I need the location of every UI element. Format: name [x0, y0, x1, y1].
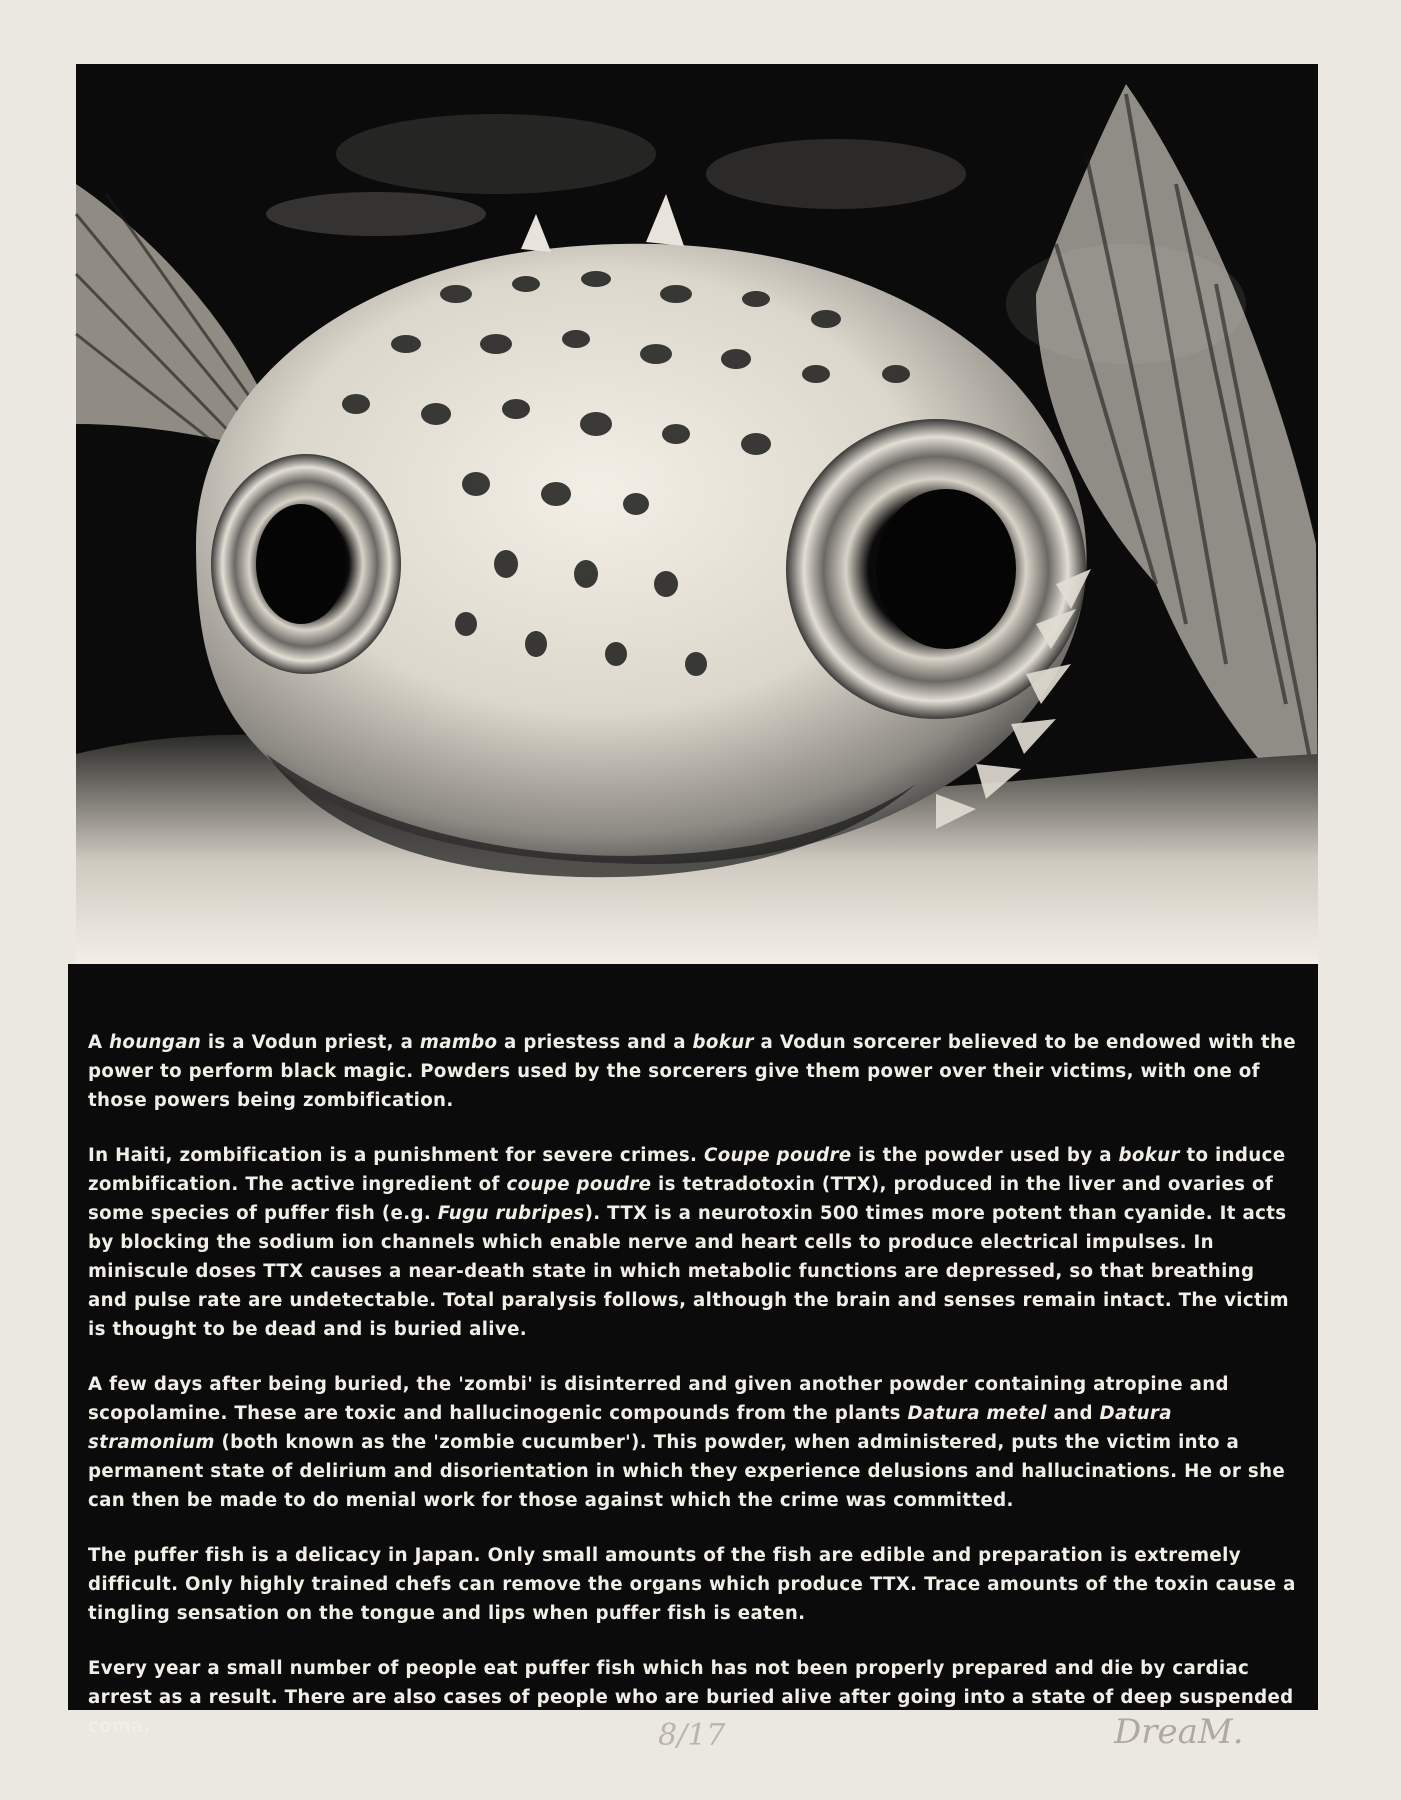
text-run: is a Vodun priest, a — [201, 1032, 420, 1053]
text-run: a Vodun sorcerer believed to be endowed with the power to perform black magic. Powders used by the sorcerers give them power over their victims, with one of those powers being zombification. — [88, 1032, 1296, 1111]
paragraph-haiti-zombification — [88, 1141, 1296, 1344]
text-run: ). TTX is a neurotoxin 500 times more potent than cyanide. It acts by blocking the sodium ion channels which enable nerve and heart cells to produce electrical impulses. In miniscule doses TTX causes a near-death state in which metabolic functions are depressed, so that breathing and pulse rate are undetectable. Total paralysis follows, although the brain and senses remain intact. The victim is thought to be dead and is buried alive. — [88, 1203, 1289, 1340]
text-run: A — [88, 1032, 110, 1053]
left-pupil — [256, 504, 346, 624]
puffer-fish-illustration — [76, 64, 1318, 964]
text-run: and — [1046, 1403, 1100, 1424]
text-run: is tetradotoxin (TTX), produced in the liver and ovaries of some species of puffer fish (e.g. — [88, 1174, 1274, 1224]
text-run: (both known as the 'zombie cucumber'). This powder, when administered, puts the victim into a permanent state of delirium and disorientation in which they experience delusions and hallucinations. He or she can then be made to do menial work for those against which the crime was committed. — [88, 1432, 1286, 1511]
background-wash — [336, 114, 656, 194]
italic-term: coupe poudre — [506, 1174, 652, 1195]
edition-number: 8/17 — [658, 1718, 726, 1753]
text-run: is the powder used by a — [851, 1145, 1119, 1166]
paragraph-japan-delicacy — [88, 1541, 1296, 1628]
text-run: Every year a small number of people eat puffer fish which has not been properly prepared and die by cardiac arrest as a result. There are also cases of people who are buried alive after going into a state of deep suspended coma, — [88, 1658, 1294, 1737]
text-run: The puffer fish is a delicacy in Japan. Only small amounts of the fish are edible and preparation is extremely difficult. Only highly trained chefs can remove the organs which produce TTX. Trace amounts of the toxin cause a tingling sensation on the tongue and lips when puffer fish is eaten. — [88, 1545, 1296, 1624]
text-run: In Haiti, zombification is a punishment for severe crimes. — [88, 1145, 704, 1166]
text-run: to induce zombification. The active ingredient of — [88, 1145, 1286, 1195]
italic-term: Coupe poudre — [704, 1145, 852, 1166]
italic-term: Datura metel — [907, 1403, 1047, 1424]
italic-term: bokur — [692, 1032, 754, 1053]
dorsal-spike — [521, 214, 551, 252]
italic-term: houngan — [109, 1032, 202, 1053]
background-wash — [266, 192, 486, 236]
italic-term: bokur — [1118, 1145, 1180, 1166]
background-wash — [706, 139, 966, 209]
puffer-fish-svg — [76, 64, 1318, 964]
italic-term: mambo — [419, 1032, 498, 1053]
paragraph-zombi-disinterred — [88, 1370, 1296, 1515]
italic-term: Fugu rubripes — [437, 1203, 585, 1224]
dorsal-spike — [646, 194, 684, 246]
italic-term: Datura stramonium — [88, 1403, 1172, 1453]
right-pupil — [876, 489, 1016, 649]
artist-signature: DreaM. — [1114, 1712, 1244, 1752]
text-run: a priestess and a — [497, 1032, 693, 1053]
text-run: A few days after being buried, the 'zombi' is disinterred and given another powder containing atropine and scopolamine. These are toxic and hallucinogenic compounds from the plants — [88, 1374, 1229, 1424]
paragraph-houngan — [88, 1028, 1296, 1115]
